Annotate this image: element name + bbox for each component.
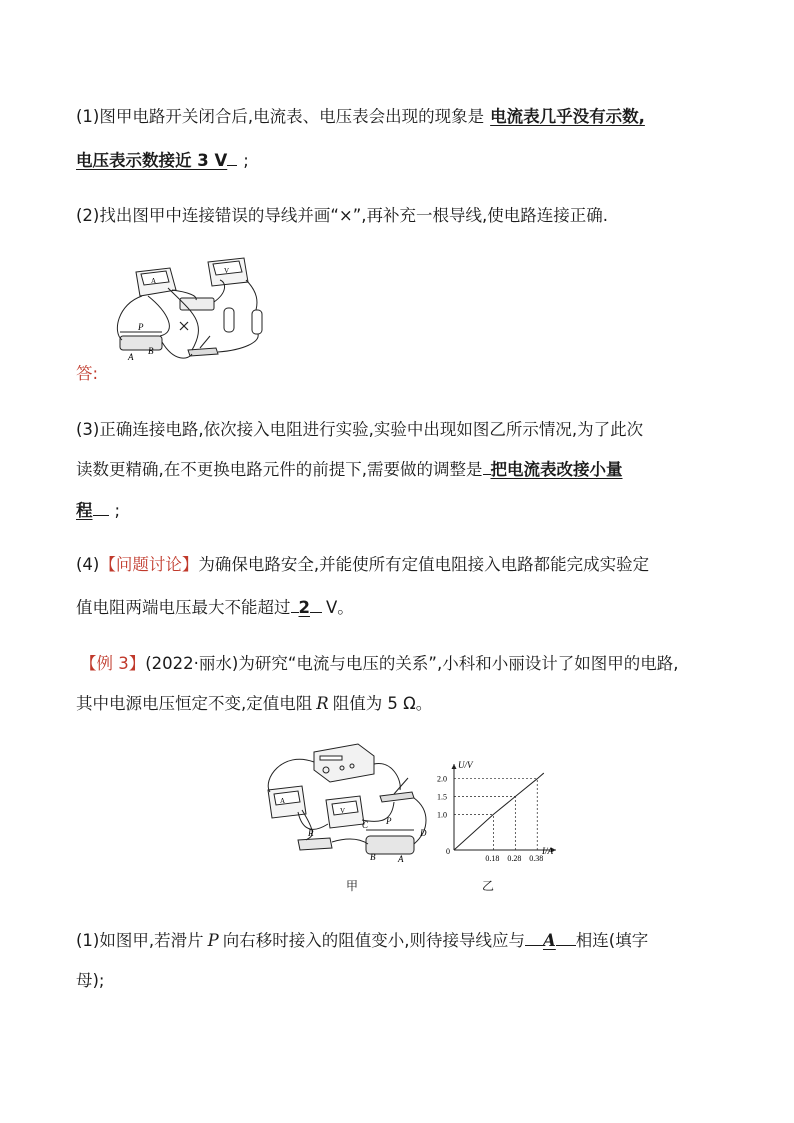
fig2-ammeter-label: A (280, 797, 286, 805)
x-tick-label: 0.38 (529, 854, 544, 863)
u-i-chart (428, 758, 564, 868)
question-3-tail: ; (114, 501, 121, 520)
example-3-text: (2022·丽水)为研究“电流与电压的关系”,小科和小丽设计了如图甲的电路, (145, 654, 679, 673)
question-1 (76, 105, 726, 129)
x-tick-label: 0.18 (485, 854, 500, 863)
example-3-line1 (80, 652, 740, 676)
question-5-text-2: 向右移时接入的阻值变小,则待接导线应与 (222, 931, 525, 950)
y-axis-arrow (452, 764, 457, 769)
x-axis-label: I/A (542, 846, 553, 856)
circuit-figure-1 (108, 252, 278, 370)
y-tick-label: 1.5 (437, 792, 447, 802)
y-axis-label: U/V (458, 760, 473, 770)
question-3-line1: (3)正确连接电路,依次接入电阻进行实验,实验中出现如图乙所示情况,为了此次 (76, 420, 644, 439)
question-5-text: (1)如图甲,若滑片 (76, 931, 204, 950)
question-4-text-2: 值电阻两端电压最大不能超过 (76, 598, 291, 617)
question-3-line3 (76, 499, 726, 523)
question-2 (76, 204, 726, 228)
question-2-answer-label: 答: (76, 364, 99, 383)
question-5-line2: 母); (76, 971, 105, 990)
question-5-var-p: P (207, 931, 219, 950)
fig2-label-c: C (362, 820, 369, 830)
fig2-label-r: R (308, 828, 314, 838)
example-3-line2 (76, 692, 726, 716)
caption-jia: 甲 (346, 879, 359, 893)
example-3-text-2: 其中电源电压恒定不变,定值电阻 (76, 694, 313, 713)
example-3-var-r: R (316, 694, 329, 713)
fig2-label-a: A (398, 854, 404, 864)
question-5-line1 (76, 929, 726, 953)
fig2-label-d: D (420, 828, 427, 838)
fig2-label-p: P (386, 816, 392, 826)
y-tick-label: 1.0 (437, 810, 447, 820)
example-3-text-3: 阻值为 5 Ω。 (332, 694, 433, 713)
question-3-text: 读数更精确,在不更换电路元件的前提下,需要做的调整是 (76, 460, 483, 479)
data-line (454, 773, 544, 850)
fig1-label-a: A (128, 352, 134, 362)
fig2-label-b: B (370, 852, 376, 862)
fig1-voltmeter-label: V (224, 267, 230, 275)
question-4-prefix: (4) (76, 555, 100, 574)
question-2-text: (2)找出图甲中连接错误的导线并画“×”,再补充一根导线,使电路连接正确. (76, 206, 609, 225)
question-5-answer: A (542, 931, 556, 950)
question-1-answer-a: 电流表几乎没有示数, (490, 107, 645, 126)
circuit-figure-2 (262, 740, 434, 868)
x-tick-label: 0.28 (507, 854, 522, 863)
question-4-answer: 2 (298, 598, 310, 617)
question-4-line1 (76, 553, 726, 577)
fig1-ammeter-label: A (151, 277, 157, 285)
y-tick-label: 2.0 (437, 774, 447, 784)
question-5-text-3: 相连(填字 (575, 931, 649, 950)
question-3-answer-a: 把电流表改接小量 (490, 460, 623, 479)
question-4-text: 为确保电路安全,并能使所有定值电阻接入电路都能完成实验定 (198, 555, 650, 574)
question-3-line2 (76, 458, 726, 482)
question-4-tag: 【问题讨论】 (99, 555, 199, 574)
caption-yi: 乙 (482, 879, 495, 893)
question-1-line2 (76, 149, 726, 173)
question-3-answer-b: 程 (76, 501, 93, 520)
example-3-tag: 【例 3】 (80, 654, 146, 673)
fig1-label-p: P (138, 322, 144, 332)
question-1-tail: ; (243, 151, 249, 170)
fig2-voltmeter-label: V (340, 807, 346, 815)
question-4-line2 (76, 596, 726, 620)
question-4-unit: V。 (325, 598, 354, 617)
question-1-answer-b: 电压表示数接近 3 V (76, 151, 228, 170)
x-tick-label: 0 (446, 847, 450, 856)
question-1-text: (1)图甲电路开关闭合后,电流表、电压表会出现的现象是 (76, 107, 485, 126)
fig1-label-b: B (148, 346, 154, 356)
